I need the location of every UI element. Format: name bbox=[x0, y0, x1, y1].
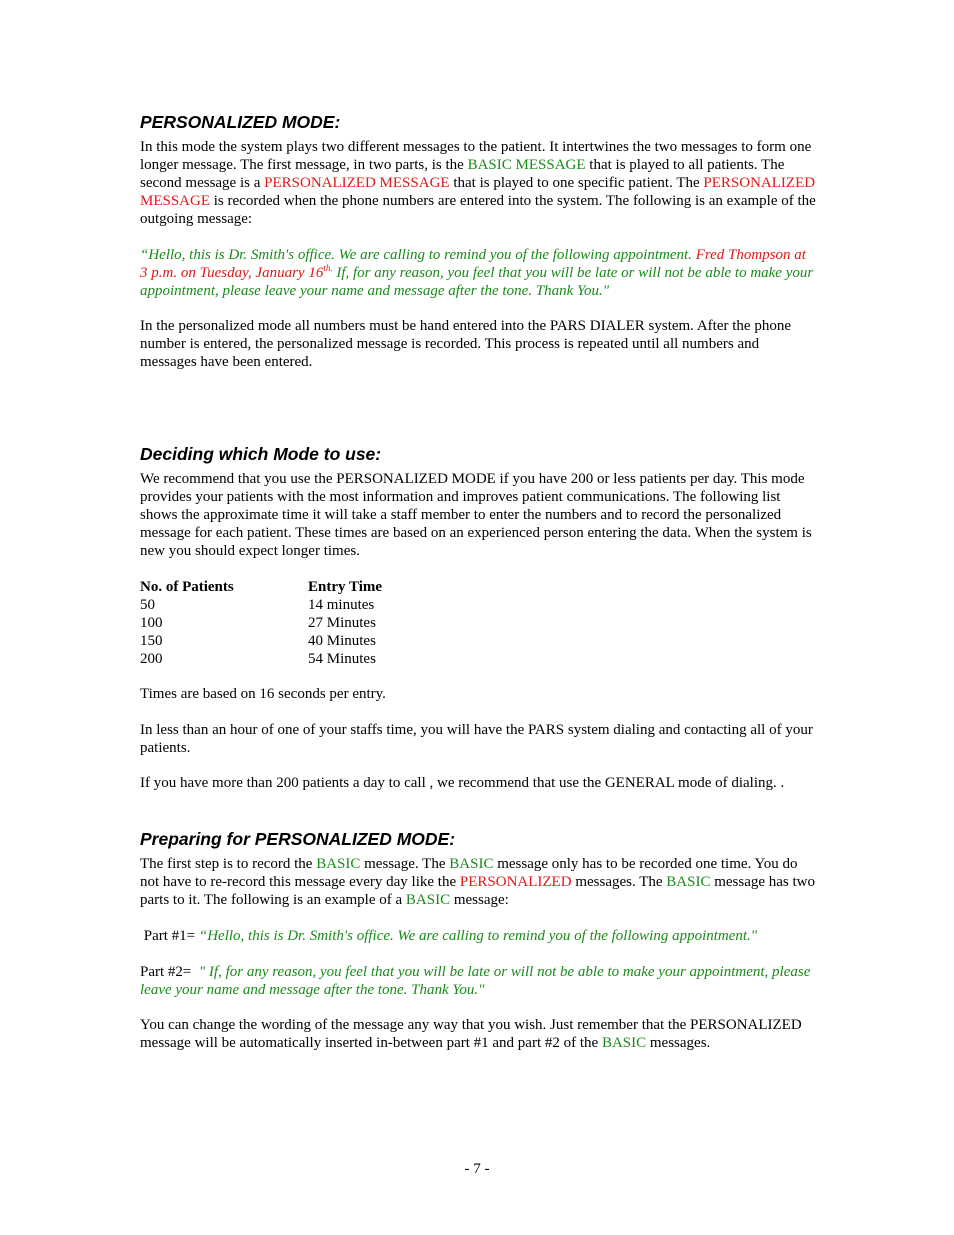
column-header-patients: No. of Patients bbox=[140, 579, 234, 595]
table-row bbox=[140, 596, 382, 614]
table-row bbox=[140, 632, 382, 650]
hand-entry-paragraph: In the personalized mode all numbers must be hand entered into the PARS DIALER system. After the phone number is entered, the personalized message is recorded. This process is repeated until all numbers and messages have been entered. bbox=[140, 318, 791, 370]
example-outgoing-message: “Hello, this is Dr. Smith's office. We are calling to remind you of the following appointment. Fred Thompson at 3 p.m. on Tuesday, January $16^{th.}$ If, for any reason, you feel that you will be late or will not be able to make your appointment, please leave your name and message after the tone. Thank You." bbox=[140, 247, 814, 299]
patients-cell: 50 bbox=[140, 597, 155, 613]
entry-time-cell: 27 Minutes bbox=[308, 615, 376, 631]
table-row bbox=[140, 650, 382, 668]
recommendation-paragraph: We recommend that you use the PERSONALIZED MODE if you have 200 or less patients per day. This mode provides your patients with the most information and improves patient communications. The following list shows the approximate time it will take a staff member to enter the numbers and to record the personalized message for each patient. These times are based on an experienced person entering the data. When the system is new you should expect longer times. bbox=[140, 471, 812, 559]
change-wording-paragraph: You can change the wording of the message any way that you wish. Just remember that the PERSONALIZED message will be automatically inserted in-between part #1 and part #2 of the BASIC messages. bbox=[140, 1017, 802, 1051]
patients-cell: 100 bbox=[140, 615, 163, 631]
page-number: - 7 - bbox=[464, 1161, 490, 1177]
table-row bbox=[140, 614, 382, 632]
entry-time-table bbox=[140, 578, 382, 668]
heading-deciding-mode: Deciding which Mode to use: bbox=[140, 444, 382, 464]
times-note: Times are based on 16 seconds per entry. bbox=[140, 686, 386, 702]
heading-preparing-personalized: Preparing for PERSONALIZED MODE: bbox=[140, 829, 456, 849]
basic-message-part-1: Part #1= “Hello, this is Dr. Smith's office. We are calling to remind you of the following appointment." bbox=[140, 928, 758, 944]
patients-cell: 150 bbox=[140, 633, 163, 649]
basic-message-part-2: Part #2= " If, for any reason, you feel that you will be late or will not be able to make your appointment, please leave your name and message after the tone. Thank You." bbox=[140, 964, 815, 998]
basic-message-paragraph: The first step is to record the BASIC message. The BASIC message only has to be recorded one time. You do not have to re-record this message every day like the PERSONALIZED messages. The BASIC message has two parts to it. The following is an example of a BASIC message: bbox=[140, 856, 816, 908]
personalized-mode-description: In this mode the system plays two different messages to the patient. It intertwines the two messages to form one longer message. The first message, in two parts, is the BASIC MESSAGE that is played to all patients. The second message is a PERSONALIZED MESSAGE that is played to one specific patient. The PERSONALIZED MESSAGE is recorded when the phone numbers are entered into the system. The following is an example of the outgoing message: bbox=[140, 139, 816, 227]
column-header-entry-time: Entry Time bbox=[308, 579, 383, 595]
entry-time-cell: 14 minutes bbox=[308, 597, 375, 613]
general-mode-recommendation: If you have more than 200 patients a day to call , we recommend that use the GENERAL mode of dialing. . bbox=[140, 775, 785, 791]
entry-time-cell: 54 Minutes bbox=[308, 651, 376, 667]
patients-cell: 200 bbox=[140, 651, 163, 667]
entry-time-cell: 40 Minutes bbox=[308, 633, 376, 649]
less-than-hour-paragraph: In less than an hour of one of your staffs time, you will have the PARS system dialing and contacting all of your patients. bbox=[140, 722, 813, 756]
heading-personalized-mode: PERSONALIZED MODE: bbox=[140, 112, 341, 132]
table-header-row bbox=[140, 578, 382, 596]
